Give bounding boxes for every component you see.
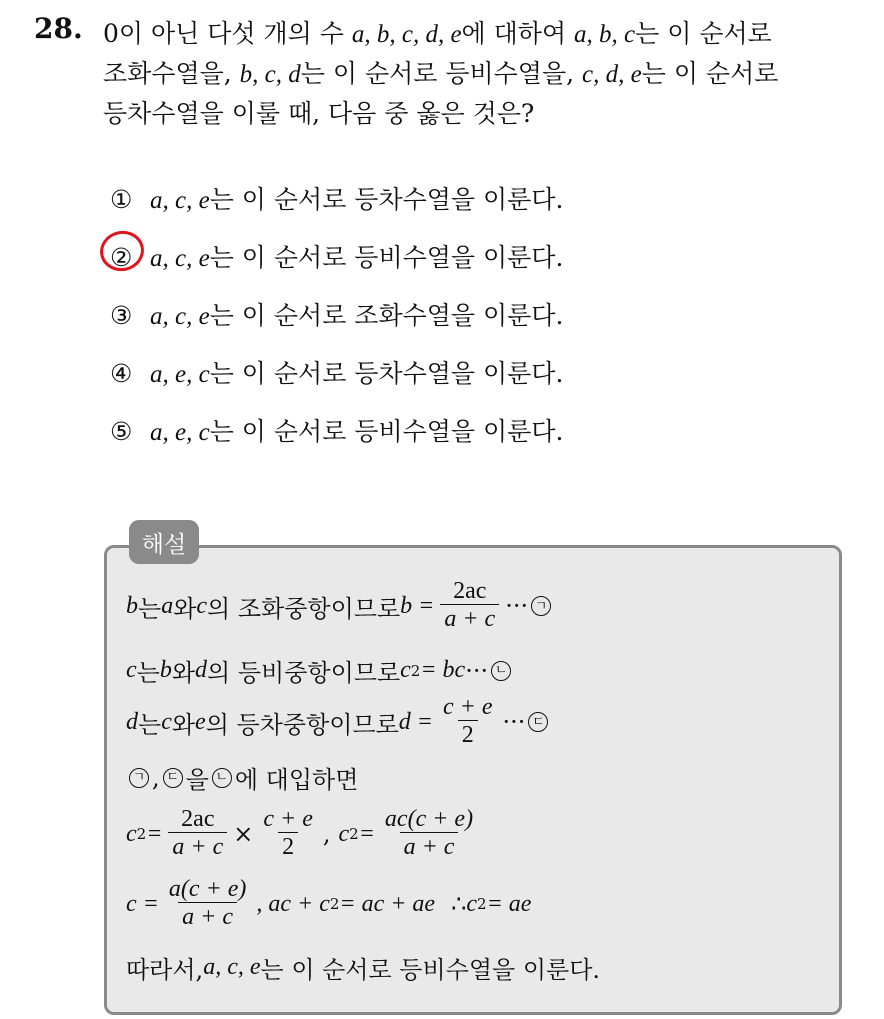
exponent: 2 [349,825,359,844]
ellipsis: ··· [465,656,489,685]
fraction [165,876,250,932]
equals: = [146,820,163,847]
choice-1-vars: a, c, e [150,187,210,214]
times-sign: × [233,820,254,849]
numerator: a(c + e) [168,876,247,902]
choice-3[interactable] [110,296,563,332]
q2-text-b: 는 이 순서로 등비수열을, [300,59,583,88]
ellipsis: ··· [502,708,526,737]
choice-4[interactable] [110,354,563,390]
question-number: 28. [34,12,83,45]
var-c: c [161,708,172,735]
q2-text-a: 조화수열을, [103,59,240,88]
solution-line-7 [126,950,600,985]
choice-2-vars: a, c, e [150,245,210,272]
text: 는 [136,659,160,687]
exponent: 2 [410,661,421,680]
text: 에 대입하면 [234,766,359,794]
numerator: c + e [263,806,313,832]
solution-line-1 [126,578,554,634]
var-e: e [195,708,206,735]
choice-5-number: ⑤ [110,417,133,446]
equation-end: = ae [486,890,532,917]
equation-lhs: b = [400,592,435,619]
choice-4-number: ④ [110,359,133,388]
text: 의 등차중항이므로 [205,710,399,739]
q2-vars-1: b, c, d [239,61,301,88]
comma: , [322,820,331,849]
choice-3-number: ③ [110,301,133,330]
equation-rhs: = bc [420,657,466,683]
zero-number: 0 [103,19,119,48]
choice-2-number: ② [110,243,133,272]
circled-digeut-icon: ㄷ [528,712,548,732]
text: 을 [185,766,209,794]
text: 는 [138,710,162,739]
choice-2-text: 는 이 순서로 등비수열을 이룬다. [209,243,564,272]
equation-mid-2: = ac + ae [339,890,436,917]
fraction [439,694,497,750]
var-b: b [159,657,172,683]
text: 의 등비중항이므로 [207,659,401,687]
choice-1[interactable] [110,180,563,216]
text: 는 이 순서로 등비수열을 이룬다. [260,956,601,984]
solution-line-6 [126,876,531,932]
comma: , [152,763,160,792]
var-c: c [338,820,350,847]
solution-line-2 [126,653,514,688]
solution-tab: 해설 [129,520,199,564]
q2-vars-2: c, d, e [582,61,642,88]
denominator: a + c [178,902,237,932]
var-c: c [126,820,137,847]
numerator: ac(c + e) [384,806,474,832]
solution-line-5 [126,806,483,862]
q1-text-b: 에 대하여 [461,19,575,48]
q1-vars-2: a, b, c [574,21,636,48]
ellipsis: ··· [505,592,529,621]
choice-3-text: 는 이 순서로 조화수열을 이룬다. [209,301,564,330]
question-line-3: 등차수열을 이룰 때, 다음 중 옳은 것은? [103,99,535,128]
solution-line-3 [126,694,551,750]
denominator: 2 [278,832,298,862]
equation-lhs: c = [126,890,159,917]
text: 와 [173,594,197,623]
numerator: 2ac [181,806,215,832]
text: 는 [138,594,162,623]
question-line-2 [103,54,778,90]
var-b: b [126,592,138,619]
q1-text-c: 는 이 순서로 [635,19,772,48]
exponent: 2 [477,895,487,914]
choice-4-vars: a, e, c [150,361,210,388]
var-c: c [196,592,208,619]
var-a: a [161,592,174,619]
conclusion-vars: a, c, e [203,954,261,980]
text: 의 조화중항이므로 [207,594,401,623]
text: 따라서, [126,956,204,984]
equation-lhs: d = [398,708,433,735]
circled-giyeok-icon: ㄱ [129,768,149,788]
equals: = [358,820,375,847]
fraction [440,578,499,634]
circled-giyeok-icon: ㄱ [531,596,551,616]
exponent: 2 [329,895,340,914]
fraction [168,806,227,862]
var-d: d [195,657,208,683]
denominator: a + c [440,604,499,634]
var-d: d [126,708,138,735]
numerator: c + e [443,694,493,720]
fraction [381,806,477,862]
text: 와 [171,710,196,739]
circled-nieun-icon: ㄴ [212,768,232,788]
equation-lhs: c [400,657,411,683]
circled-digeut-icon: ㄷ [163,768,183,788]
fraction [259,806,317,862]
choice-1-number: ① [110,185,133,214]
choice-5-text: 는 이 순서로 등비수열을 이룬다. [209,417,564,446]
denominator: a + c [168,832,227,862]
denominator: a + c [400,832,459,862]
choice-5[interactable] [110,412,563,448]
circled-nieun-icon: ㄴ [491,661,511,681]
choice-4-text: 는 이 순서로 등차수열을 이룬다. [209,359,564,388]
exponent: 2 [136,825,147,844]
equation-mid: , ac + c [256,890,330,917]
choice-1-text: 는 이 순서로 등차수열을 이룬다. [209,185,564,214]
question-line-1 [103,14,772,50]
denominator: 2 [458,720,478,750]
therefore-sign: ∴ [451,890,467,919]
choice-5-vars: a, e, c [150,419,210,446]
solution-line-4 [126,760,358,795]
text: 와 [171,659,196,687]
var-c: c [126,657,137,683]
var-c: c [466,890,478,917]
q1-vars: a, b, c, d, e [351,21,462,48]
q2-text-c: 는 이 순서로 [641,59,779,88]
choice-2[interactable] [110,238,563,274]
q1-text-a: 이 아닌 다섯 개의 수 [118,19,352,48]
numerator: 2ac [453,578,487,604]
choice-3-vars: a, c, e [150,303,210,330]
